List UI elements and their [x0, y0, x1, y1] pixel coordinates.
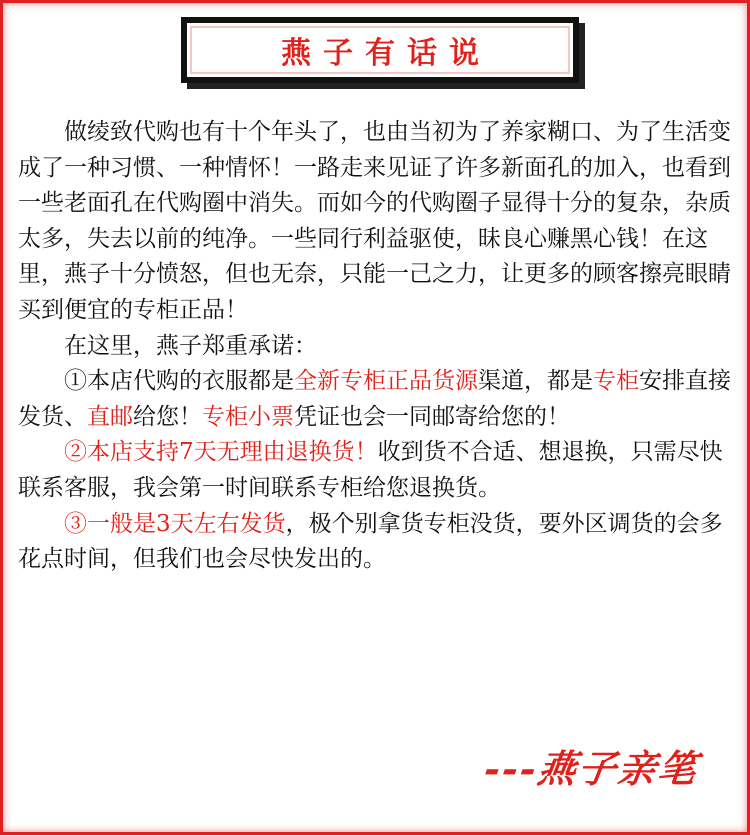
promise-1-text-c: 安排直接发货、	[18, 368, 731, 430]
promise-3	[18, 507, 736, 578]
promise-heading: 在这里，燕子郑重承诺：	[64, 332, 317, 359]
promise-1-highlight-b: 专柜	[593, 368, 639, 395]
letter-body	[18, 115, 736, 578]
promise-3-highlight: ③一般是3天左右发货	[64, 510, 286, 537]
signature: ---燕子亲笔	[481, 746, 701, 791]
promise-1-text-b: 渠道，都是	[478, 368, 593, 395]
intro-paragraph: 做绫致代购也有十个年头了，也由当初为了养家糊口、为了生活变成了一种习惯、一种情怀！一路走来见证了许多新面孔的加入，也看到一些老面孔在代购圈中消失。而如今的代购圈子显得十分的复杂，杂质太多，失去以前的纯净。一些同行利益驱使，昧良心赚黑心钱！在这里，燕子十分愤怒，但也无奈，只能一己之力，让更多的顾客擦亮眼睛买到便宜的专柜正品！	[18, 119, 731, 323]
page-title: 燕子有话说	[281, 36, 491, 71]
promise-1-highlight-a: 全新专柜正品货源	[294, 368, 478, 395]
promise-3-text: ，极个别拿货专柜没货，要外区调货的会多花点时间，但我们也会尽快发出的。	[18, 510, 723, 573]
promise-1-text-d: 给您！	[133, 403, 202, 430]
promise-1-text-e: 凭证也会一同邮寄给您的！	[294, 403, 570, 430]
promise-1-highlight-d: 专柜小票	[202, 403, 294, 430]
promise-1-text-a: ①本店代购的衣服都是	[64, 368, 294, 395]
title-box	[181, 17, 579, 83]
promise-2-text: 收到货不合适、想退换，只需尽快联系客服，我会第一时间联系专柜给您退换货。	[18, 439, 723, 501]
promise-1	[18, 364, 736, 435]
promise-2-highlight: ②本店支持7天无理由退换货！	[64, 439, 378, 466]
promise-1-highlight-c: 直邮	[87, 403, 133, 430]
promise-2	[18, 435, 736, 506]
